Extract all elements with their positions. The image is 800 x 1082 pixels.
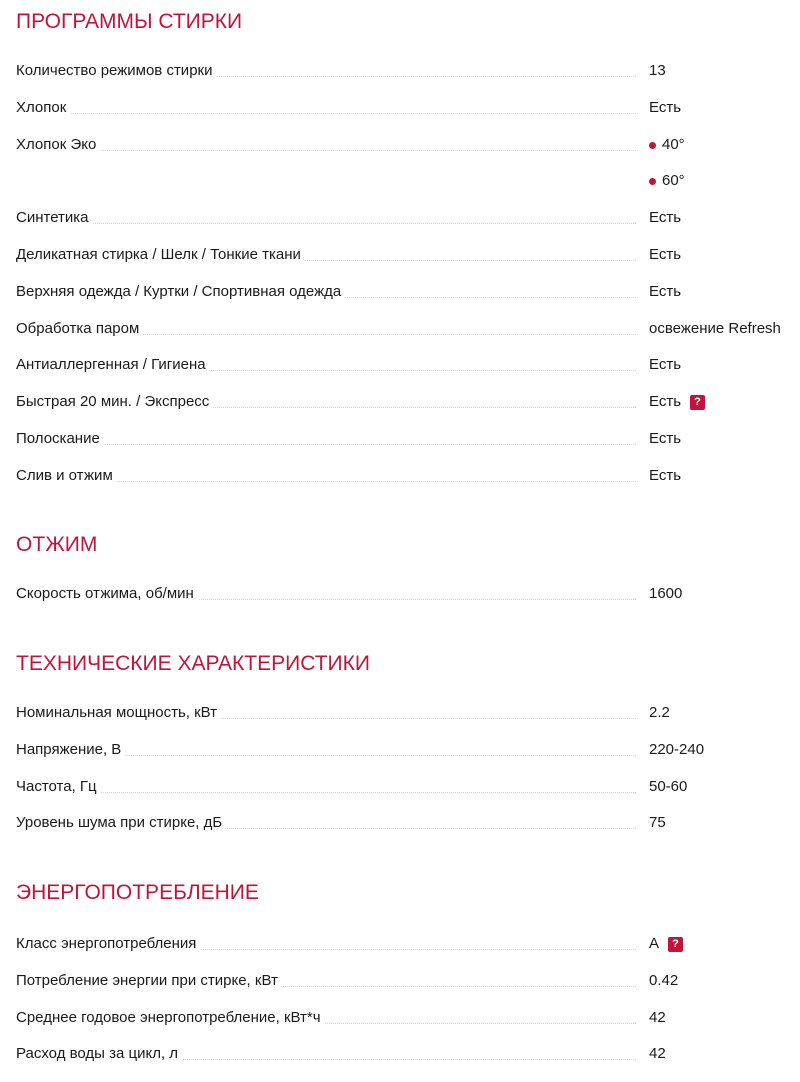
spec-label: Обработка паром — [16, 320, 143, 338]
spec-row-hygiene — [16, 356, 796, 393]
spec-value — [649, 741, 704, 759]
spec-row-modes-count — [16, 62, 796, 99]
spec-value-text: A — [649, 935, 660, 952]
spec-row-spin-speed — [16, 585, 796, 622]
spec-value-text: 40° — [662, 135, 685, 153]
spec-value-text: Есть — [649, 356, 682, 374]
spec-value — [649, 585, 682, 603]
spec-label: Напряжение, В — [16, 741, 125, 759]
spec-value-text: Есть — [649, 209, 682, 227]
spec-row-voltage — [16, 741, 796, 778]
spec-value-text: 1600 — [649, 585, 683, 602]
dotted-leader — [16, 792, 636, 793]
section-title: ТЕХНИЧЕСКИЕ ХАРАКТЕРИСТИКИ — [16, 652, 370, 675]
section-washing-programs — [16, 10, 796, 504]
dotted-leader — [16, 444, 636, 445]
section-title: ОТЖИМ — [16, 533, 98, 556]
spec-row-energy-per-wash — [16, 972, 796, 1009]
spec-value-text: 75 — [649, 814, 666, 832]
spec-value — [649, 356, 681, 374]
spec-value-text: 60° — [662, 172, 685, 190]
spec-list — [16, 935, 796, 1082]
spec-value-text: 0.42 — [649, 971, 679, 989]
spec-value-text: Есть — [649, 98, 682, 116]
red-dot-bullet-icon — [649, 142, 656, 149]
spec-value-text: 42 — [649, 1045, 666, 1063]
spec-value — [649, 99, 681, 117]
section-energy — [16, 881, 796, 1082]
spec-label: Деликатная стирка / Шелк / Тонкие ткани — [16, 246, 305, 264]
dotted-leader — [16, 223, 636, 224]
spec-value-text: 2.2 — [649, 704, 670, 721]
spec-value-text: 42 — [649, 1008, 666, 1026]
dotted-leader — [16, 150, 636, 151]
spec-value — [649, 62, 666, 80]
spec-value-text: Есть — [649, 245, 682, 263]
spec-row-frequency — [16, 778, 796, 815]
spec-row-cotton-eco-extra — [16, 172, 796, 209]
spec-list — [16, 62, 796, 504]
section-title: ЭНЕРГОПОТРЕБЛЕНИЕ — [16, 881, 259, 904]
spec-value-text: 220-240 — [649, 740, 705, 758]
question-mark-help-icon[interactable]: ? — [690, 395, 705, 410]
spec-row-steam — [16, 320, 796, 357]
spec-value-text: Есть — [649, 466, 682, 484]
spec-value — [649, 814, 666, 832]
spec-label: Верхняя одежда / Куртки / Спортивная одежда — [16, 283, 345, 301]
spec-label: Антиаллергенная / Гигиена — [16, 356, 210, 374]
spec-label: Скорость отжима, об/мин — [16, 585, 198, 603]
section-title: ПРОГРАММЫ СТИРКИ — [16, 10, 243, 33]
section-technical-specs — [16, 652, 796, 851]
spec-row-energy-class — [16, 935, 796, 972]
spec-row-rinse — [16, 430, 796, 467]
spec-value — [649, 1045, 666, 1063]
dotted-leader — [16, 113, 636, 114]
spec-label: Количество режимов стирки — [16, 62, 216, 80]
spec-label: Частота, Гц — [16, 778, 101, 796]
spec-value-text: Есть — [649, 393, 682, 411]
spec-label: Хлопок — [16, 99, 70, 117]
spec-row-drain-spin — [16, 467, 796, 504]
question-mark-help-icon[interactable]: ? — [668, 937, 683, 952]
spec-row-delicate — [16, 246, 796, 283]
spec-label: Полоскание — [16, 430, 104, 448]
spec-value-text: освежение Refresh — [649, 319, 781, 337]
spec-value — [649, 935, 683, 953]
spec-label: Потребление энергии при стирке, кВт — [16, 972, 282, 990]
spec-label: Синтетика — [16, 209, 93, 227]
spec-label: Номинальная мощность, кВт — [16, 704, 221, 722]
spec-label: Класс энергопотребления — [16, 935, 200, 953]
spec-row-cotton — [16, 99, 796, 136]
spec-value — [649, 778, 687, 796]
spec-row-annual-energy — [16, 1009, 796, 1046]
spec-value-text: 13 — [649, 62, 666, 79]
spec-row-noise — [16, 814, 796, 851]
spec-value-text: Есть — [649, 282, 682, 300]
spec-value — [649, 172, 685, 190]
red-dot-bullet-icon — [649, 178, 656, 185]
spec-value — [649, 209, 681, 227]
spec-list — [16, 704, 796, 851]
spec-row-outerwear — [16, 283, 796, 320]
spec-label: Быстрая 20 мин. / Экспресс — [16, 393, 213, 411]
spec-value-text: Есть — [649, 429, 682, 447]
spec-value — [649, 246, 681, 264]
spec-value — [649, 430, 681, 448]
spec-value — [649, 704, 670, 722]
spec-value — [649, 283, 681, 301]
spec-row-quick — [16, 393, 796, 430]
spec-row-power — [16, 704, 796, 741]
spec-value — [649, 972, 678, 990]
spec-row-synthetics — [16, 209, 796, 246]
spec-value-text: 50-60 — [649, 777, 688, 795]
spec-value — [649, 467, 681, 485]
spec-row-cotton-eco — [16, 136, 796, 173]
spec-value — [649, 320, 781, 338]
spec-label: Среднее годовое энергопотребление, кВт*ч — [16, 1009, 325, 1027]
spec-value — [649, 136, 685, 154]
spec-label: Хлопок Эко — [16, 136, 100, 154]
spec-label: Уровень шума при стирке, дБ — [16, 814, 226, 832]
spec-list — [16, 585, 796, 622]
spec-value — [649, 1009, 666, 1027]
section-spin — [16, 533, 796, 622]
spec-label: Расход воды за цикл, л — [16, 1045, 182, 1063]
spec-label: Слив и отжим — [16, 467, 117, 485]
spec-value — [649, 393, 705, 411]
spec-row-water-per-cycle — [16, 1045, 796, 1082]
